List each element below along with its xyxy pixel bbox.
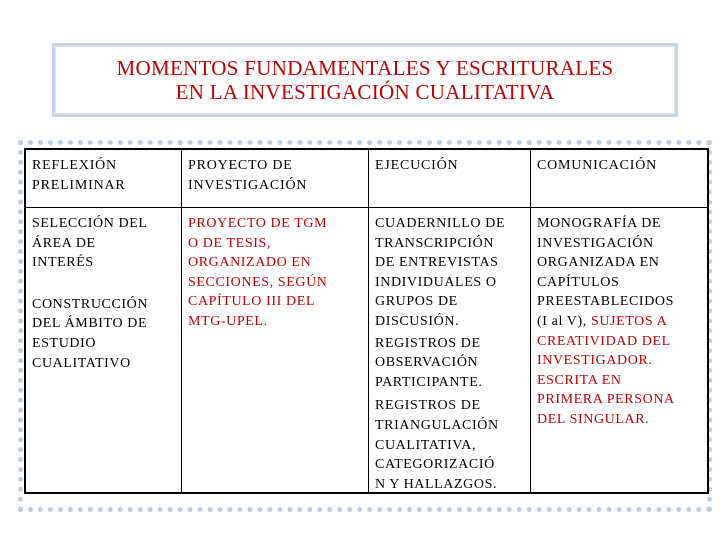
text-line: CUADERNILLO DE bbox=[375, 216, 506, 231]
text-line: REGISTROS DE bbox=[375, 398, 481, 414]
text-line: INDIVIDUALES O bbox=[375, 274, 497, 290]
reflexion-block-construccion bbox=[32, 295, 177, 373]
reflexion-block-seleccion bbox=[32, 214, 177, 273]
text-line: CATEGORIZACIÓ bbox=[375, 457, 495, 473]
header-reflexion bbox=[26, 150, 182, 208]
text-line: CUALITATIVA, bbox=[375, 437, 477, 453]
text-line: ESTUDIO bbox=[32, 335, 97, 351]
text-line: PREESTABLECIDOS bbox=[537, 294, 675, 310]
title-banner bbox=[52, 43, 678, 117]
moments-table bbox=[24, 148, 709, 494]
text-line: TRANSCRIPCIÓN bbox=[375, 235, 495, 251]
ejecucion-block-triangulacion bbox=[375, 396, 526, 492]
text-line: GRUPOS DE bbox=[375, 294, 458, 310]
text-line: TRIANGULACIÓN bbox=[375, 417, 499, 433]
cell-reflexion bbox=[26, 208, 182, 492]
header-reflexion-line-1: REFLEXIÓN bbox=[32, 158, 117, 173]
highlight-line: PRIMERA PERSONA bbox=[537, 392, 675, 408]
text-line: OBSERVACIÓN bbox=[375, 355, 479, 371]
cell-ejecucion bbox=[369, 208, 531, 492]
text-line: DEL ÁMBITO DE bbox=[32, 316, 148, 332]
text-line: ORGANIZADA EN bbox=[537, 255, 660, 271]
text-line: PROYECTO DE TGM bbox=[188, 216, 328, 231]
highlight-line: INVESTIGADOR. bbox=[537, 353, 653, 369]
highlight-fragment: SUJETOS A bbox=[590, 313, 668, 329]
highlight-line: DEL SINGULAR. bbox=[537, 411, 650, 427]
text-line: ORGANIZADO EN bbox=[188, 255, 312, 271]
text-line: SECCIONES, SEGÚN bbox=[188, 274, 328, 290]
title-line-2: EN LA INVESTIGACIÓN CUALITATIVA bbox=[175, 80, 555, 104]
text-line: CAPÍTULO III DEL bbox=[188, 294, 316, 310]
highlight-line: ESCRITA EN bbox=[537, 372, 622, 388]
header-ejecucion bbox=[369, 150, 531, 208]
text-line: DISCUSIÓN. bbox=[375, 313, 460, 329]
text-line: DE ENTREVISTAS bbox=[375, 255, 499, 271]
cell-proyecto bbox=[182, 208, 369, 492]
header-ejecucion-line-1: EJECUCIÓN bbox=[375, 158, 459, 173]
text-line: CONSTRUCCIÓN bbox=[32, 296, 149, 312]
header-proyecto-line-2: INVESTIGACIÓN bbox=[188, 177, 308, 193]
cell-comunicacion bbox=[531, 208, 707, 492]
text-line: INVESTIGACIÓN bbox=[537, 235, 654, 251]
text-line: ÁREA DE bbox=[32, 235, 96, 251]
text-fragment: (I al V), bbox=[537, 313, 591, 329]
text-line: SELECCIÓN DEL bbox=[32, 216, 148, 231]
text-line: N Y HALLAZGOS. bbox=[375, 476, 498, 492]
text-line: MONOGRAFÍA DE bbox=[537, 216, 662, 231]
text-line: CUALITATIVO bbox=[32, 355, 131, 371]
header-proyecto bbox=[182, 150, 369, 208]
text-line: INTERÉS bbox=[32, 255, 94, 271]
header-comunicacion-line-1: COMUNICACIÓN bbox=[537, 158, 658, 173]
text-line: CAPÍTULOS bbox=[537, 274, 620, 290]
title-line-1: MOMENTOS FUNDAMENTALES Y ESCRITURALES bbox=[116, 56, 614, 80]
text-line: O DE TESIS, bbox=[188, 235, 271, 251]
highlight-line: CREATIVIDAD DEL bbox=[537, 333, 671, 349]
ejecucion-block-observacion bbox=[375, 334, 526, 393]
header-comunicacion bbox=[531, 150, 707, 208]
header-proyecto-line-1: PROYECTO DE bbox=[188, 158, 293, 173]
text-line-mixed bbox=[537, 312, 703, 332]
text-line: MTG-UPEL. bbox=[188, 313, 268, 329]
text-line: PARTICIPANTE. bbox=[375, 374, 483, 390]
text-line: REGISTROS DE bbox=[375, 335, 481, 351]
ejecucion-block-cuadernillo bbox=[375, 214, 526, 332]
header-reflexion-line-2: PRELIMINAR bbox=[32, 177, 126, 193]
